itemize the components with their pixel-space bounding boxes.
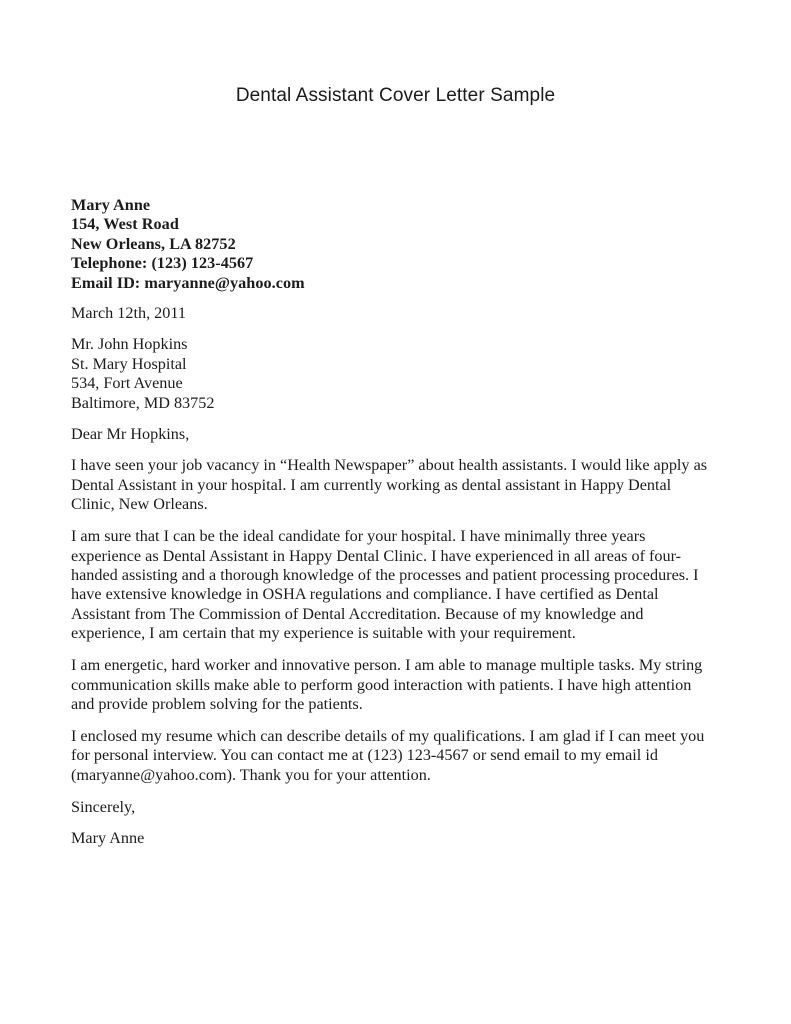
sender-email: Email ID: maryanne@yahoo.com [71, 273, 305, 292]
cover-letter-body [71, 196, 708, 848]
closing-line: Sincerely, [71, 797, 136, 816]
letter-paragraph: I have seen your job vacancy in “Health Newspaper” about health assistants. I would like apply as Dental Assistant in your hospital. I am currently working as dental assistant in Happy Dental Clinic, New Orleans. [71, 456, 708, 514]
letter-paragraph: I am sure that I can be the ideal candidate for your hospital. I have minimally three years experience as Dental Assistant in Happy Dental Clinic. I have experienced in all areas of four-handed assisting and a thorough knowledge of the processes and patient processing procedures. I have extensive knowledge in OSHA regulations and compliance. I have certified as Dental Assistant from The Commission of Dental Accreditation. Because of my knowledge and experience, I am certain that my experience is suitable with your requirement. [71, 527, 699, 643]
recipient-city-state-zip: Baltimore, MD 83752 [71, 393, 215, 412]
recipient-street: 534, Fort Avenue [71, 374, 183, 393]
signature-name: Mary Anne [71, 828, 145, 847]
letter-paragraph: I enclosed my resume which can describe details of my qualifications. I am glad if I can meet you for personal interview. You can contact me at (123) 123-4567 or send email to my email id (maryanne@yahoo.com). Thank you for your attention. [71, 726, 705, 784]
letter-paragraph: I am energetic, hard worker and innovative person. I am able to manage multiple tasks. My string communication skills make able to perform good interaction with patients. I have high attention and provide problem solving for the patients. [71, 656, 703, 713]
letter-date: March 12th, 2011 [71, 304, 186, 323]
page-title: Dental Assistant Cover Letter Sample [235, 85, 556, 106]
recipient-name: Mr. John Hopkins [71, 335, 188, 354]
sender-name: Mary Anne [71, 196, 151, 214]
salutation: Dear Mr Hopkins, [71, 425, 190, 444]
sender-address-block [71, 196, 708, 293]
recipient-organization: St. Mary Hospital [71, 354, 187, 373]
sender-city-state-zip: New Orleans, LA 82752 [71, 234, 236, 253]
sender-telephone: Telephone: (123) 123-4567 [71, 254, 254, 273]
recipient-address-block [71, 335, 708, 413]
sender-street: 154, West Road [71, 215, 179, 234]
